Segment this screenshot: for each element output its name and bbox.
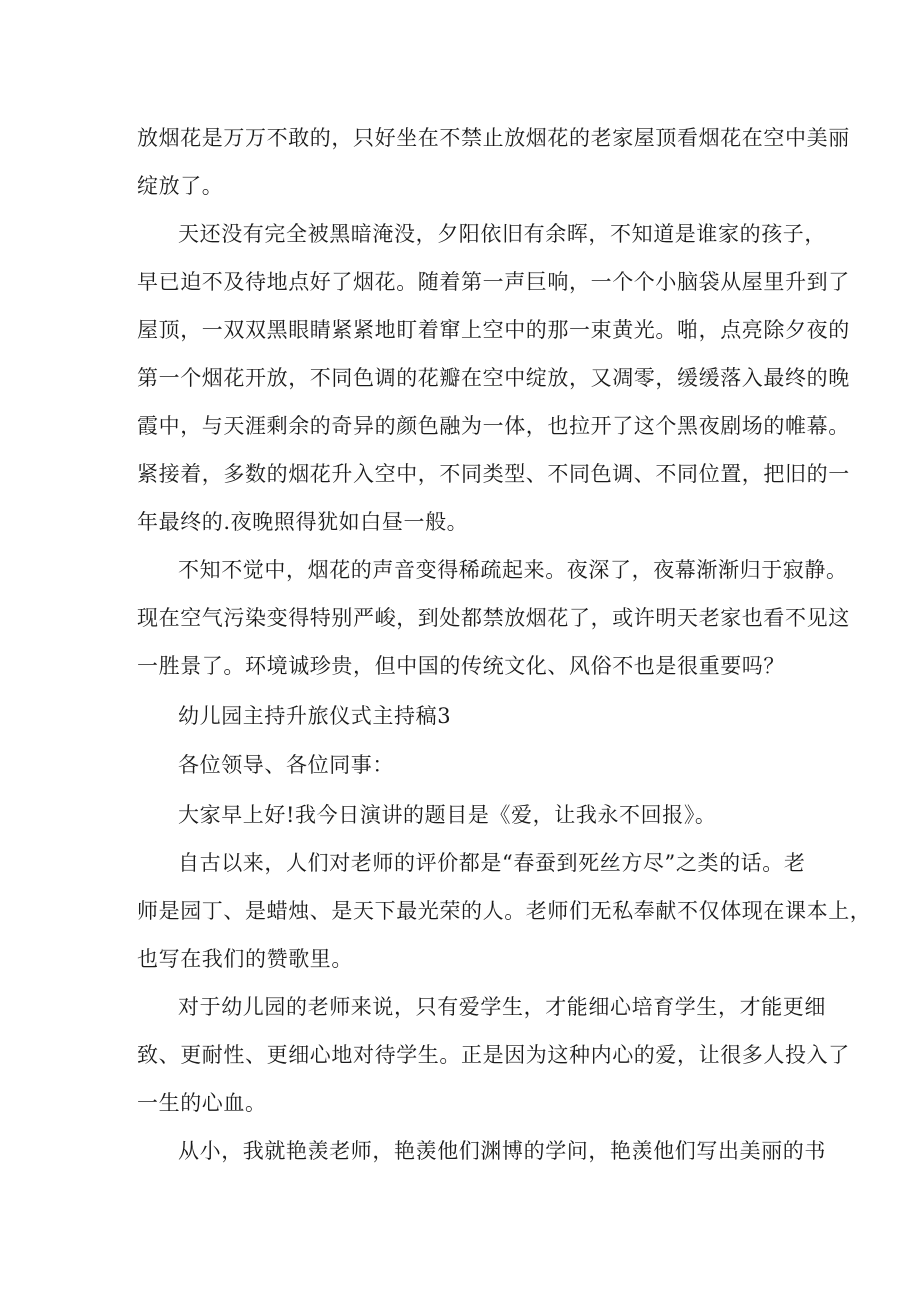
paragraph-line: 不知不觉中，烟花的声音变得稀疏起来。夜深了，夜幕渐渐归于寂静。: [178, 558, 848, 582]
paragraph-line: 屋顶，一双双黑眼睛紧紧地盯着窜上空中的那一束黄光。啪，点亮除夕夜的: [137, 318, 850, 342]
paragraph-line: 一胜景了。环境诚珍贵，但中国的传统文化、风俗不也是很重要吗？: [137, 654, 785, 678]
paragraph-line: 大家早上好!我今日演讲的题目是《爱，让我永不回报》。: [178, 803, 717, 827]
paragraph-line: 霞中，与天涯剩余的奇异的颜色融为一体，也拉开了这个黑夜剧场的帷幕。: [137, 414, 850, 438]
paragraph-line: 从小，我就艳羡老师，艳羡他们渊博的学问，艳羡他们写出美丽的书: [178, 1139, 826, 1163]
paragraph-line: 对于幼儿园的老师来说，只有爱学生，才能细心培育学生，才能更细: [178, 995, 826, 1019]
paragraph-line: 早已迫不及待地点好了烟花。随着第一声巨响，一个个小脑袋从屋里升到了: [137, 270, 850, 294]
paragraph-line: 年最终的.夜晚照得犹如白昼一般。: [137, 510, 469, 534]
paragraph-line: 一生的心血。: [137, 1091, 267, 1115]
paragraph-line: 自古以来，人们对老师的评价都是“春蚕到死丝方尽”之类的话。老: [178, 851, 806, 875]
section-heading: 幼儿园主持升旅仪式主持稿3: [178, 704, 452, 728]
paragraph-line: 第一个烟花开放，不同色调的花瓣在空中绽放，又凋零，缓缓落入最终的晚: [137, 366, 850, 390]
paragraph-line: 天还没有完全被黑暗淹没，夕阳依旧有余晖，不知道是谁家的孩子，: [178, 222, 826, 246]
paragraph-line: 现在空气污染变得特别严峻，到处都禁放烟花了，或许明天老家也看不见这: [137, 606, 850, 630]
paragraph-line: 致、更耐性、更细心地对待学生。正是因为这种内心的爱，让很多人投入了: [137, 1043, 850, 1067]
paragraph-line: 也写在我们的赞歌里。: [137, 947, 353, 971]
salutation-line: 各位领导、各位同事：: [178, 753, 394, 777]
paragraph-line: 绽放了。: [137, 174, 224, 198]
paragraph-line: 放烟花是万万不敢的，只好坐在不禁止放烟花的老家屋顶看烟花在空中美丽: [137, 126, 850, 150]
paragraph-line: 师是园丁、是蜡烛、是天下最光荣的人。老师们无私奉献不仅体现在课本上，: [137, 899, 872, 923]
paragraph-line: 紧接着，多数的烟花升入空中，不同类型、不同色调、不同位置，把旧的一: [137, 462, 850, 486]
